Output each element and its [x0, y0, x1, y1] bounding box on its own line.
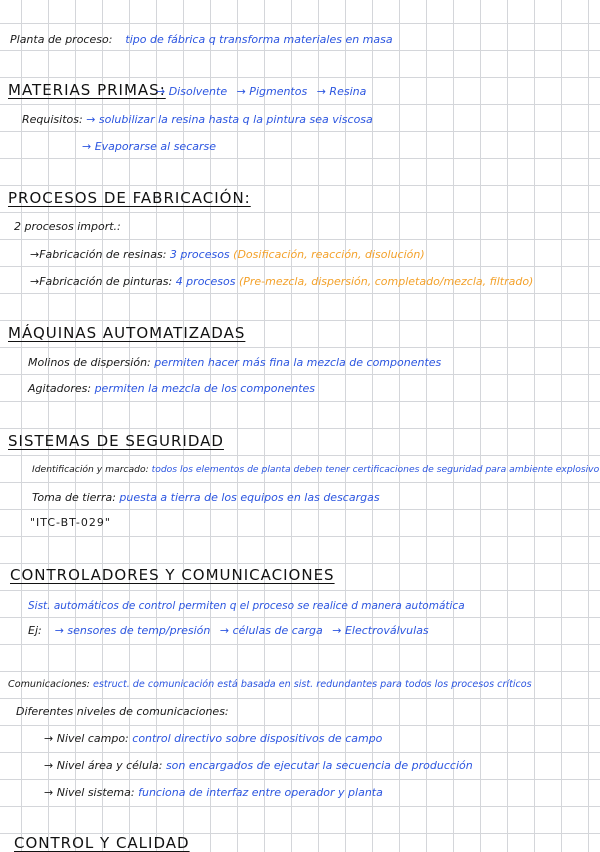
- molinos-label: Molinos de dispersión:: [28, 356, 151, 369]
- itc-code: "ITC-BT-029": [30, 516, 111, 529]
- molinos-text: permiten hacer más fina la mezcla de componentes: [154, 356, 442, 369]
- agitadores-text: permiten la mezcla de los componentes: [94, 382, 316, 395]
- procesos-heading: PROCESOS DE FABRICACIÓN:: [8, 189, 251, 207]
- procesos-intro: 2 procesos import.:: [14, 220, 121, 233]
- requisito-2: → Evaporarse al secarse: [82, 140, 217, 153]
- nivel-campo-label: → Nivel campo:: [44, 732, 129, 745]
- planta-definition: tipo de fábrica q transforma materiales en masa: [125, 33, 393, 46]
- niveles-heading: Diferentes niveles de comunicaciones:: [16, 705, 229, 718]
- maquinas-heading: MÁQUINAS AUTOMATIZADAS: [8, 324, 246, 342]
- ejemplo-electrovalvulas: → Electroválvulas: [332, 624, 429, 637]
- seguridad-heading: SISTEMAS DE SEGURIDAD: [8, 432, 224, 450]
- identificacion-line: [32, 463, 599, 477]
- materia-resina: → Resina: [316, 85, 367, 98]
- requisitos-line: [22, 113, 373, 127]
- identificacion-label: Identificación y marcado:: [32, 464, 149, 475]
- resinas-line: [30, 248, 425, 262]
- materias-items: [156, 85, 366, 99]
- identificacion-text: todos los elementos de planta deben tener certificaciones de seguridad para ambiente explosivo: [151, 464, 600, 475]
- nivel-sistema-text: funciona de interfaz entre operador y planta: [138, 786, 383, 799]
- planta-line: [10, 33, 393, 47]
- planta-label: Planta de proceso:: [10, 33, 113, 46]
- ejemplos-label: Ej:: [28, 624, 42, 637]
- controladores-heading: CONTROLADORES Y COMUNICACIONES: [10, 566, 335, 584]
- resinas-label: →Fabricación de resinas:: [30, 248, 167, 261]
- tierra-label: Toma de tierra:: [32, 491, 116, 504]
- resinas-count: 3 procesos: [169, 248, 230, 261]
- pinturas-detail: (Pre-mezcla, dispersión, completado/mezcla, filtrado): [238, 275, 534, 288]
- nivel-area-text: son encargados de ejecutar la secuencia de producción: [165, 759, 473, 772]
- nivel-sistema-label: → Nivel sistema:: [44, 786, 135, 799]
- comunicaciones-line: [8, 678, 532, 692]
- molinos-line: [28, 356, 441, 370]
- comunicaciones-text: estruct. de comunicación está basada en sist. redundantes para todos los procesos críticos: [92, 679, 532, 690]
- pinturas-label: →Fabricación de pinturas:: [30, 275, 173, 288]
- resinas-detail: (Dosificación, reacción, disolución): [233, 248, 425, 261]
- nivel-area-label: → Nivel área y célula:: [44, 759, 163, 772]
- agitadores-label: Agitadores:: [28, 382, 92, 395]
- nivel-campo-text: control directivo sobre dispositivos de campo: [132, 732, 383, 745]
- materia-disolvente: → Disolvente: [156, 85, 228, 98]
- tierra-text: puesta a tierra de los equipos en las descargas: [119, 491, 380, 504]
- materias-heading: MATERIAS PRIMAS:: [8, 81, 166, 99]
- agitadores-line: [28, 382, 315, 396]
- calidad-heading: CONTROL Y CALIDAD: [14, 834, 190, 852]
- materia-pigmentos: → Pigmentos: [236, 85, 308, 98]
- nivel-campo-line: [44, 732, 382, 746]
- nivel-sistema-line: [44, 786, 383, 800]
- ejemplo-celulas: → células de carga: [219, 624, 323, 637]
- requisitos-label: Requisitos:: [22, 113, 83, 126]
- pinturas-line: [30, 275, 533, 289]
- nivel-area-line: [44, 759, 473, 773]
- tierra-line: [32, 491, 380, 505]
- ejemplo-sensores: → sensores de temp/presión: [54, 624, 211, 637]
- ejemplos-line: [28, 624, 429, 638]
- requisito-1: → solubilizar la resina hasta q la pintura sea viscosa: [86, 113, 373, 126]
- pinturas-count: 4 procesos: [175, 275, 236, 288]
- comunicaciones-label: Comunicaciones:: [8, 679, 90, 690]
- controladores-text: Sist. automáticos de control permiten q el proceso se realice d manera automática: [28, 600, 465, 612]
